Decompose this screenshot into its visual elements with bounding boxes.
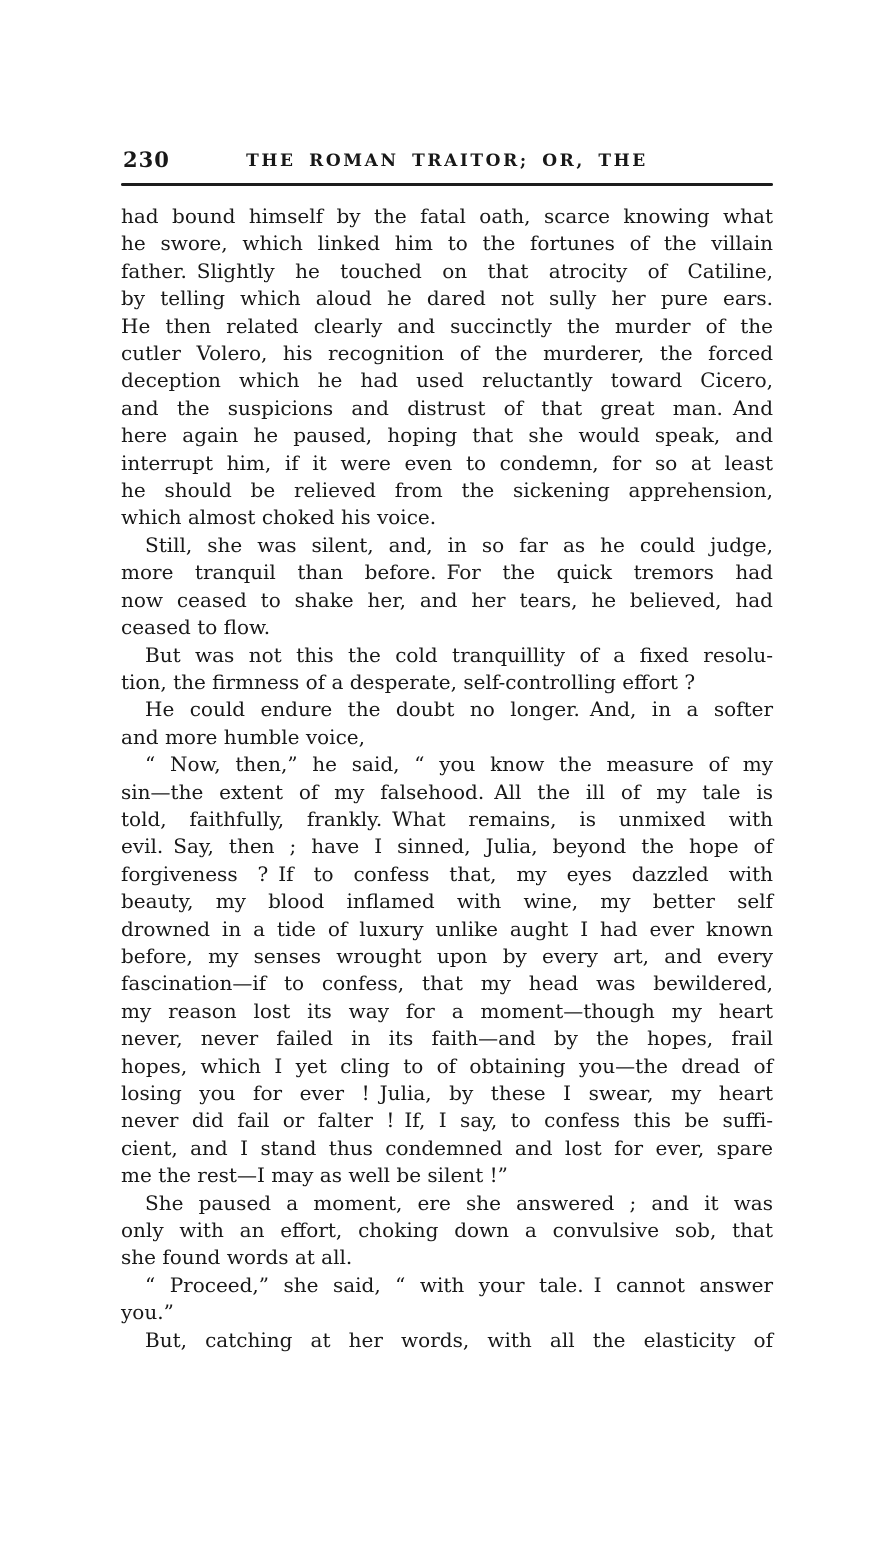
text-line: evil. Say, then ; have I sinned, Julia, beyond the hope of [121, 834, 773, 859]
text-line: me the rest—I may as well be silent !” [121, 1163, 508, 1188]
text-line: and more humble voice, [121, 724, 365, 749]
text-line: “ Proceed,” she said, “ with your tale. I cannot answer [145, 1272, 773, 1297]
text-line: interrupt him, if it were even to condemn, for so at least [121, 450, 773, 475]
text-line: deception which he had used reluctantly toward Cicero, [121, 368, 773, 393]
text-line: had bound himself by the fatal oath, scarce knowing what [121, 204, 773, 228]
text-line: But, catching at her words, with all the elasticity of [145, 1327, 773, 1352]
text-line: forgiveness ? If to confess that, my eyes dazzled with [121, 861, 773, 886]
paragraph [121, 1272, 773, 1327]
page-body [121, 203, 773, 1354]
text-line: by telling which aloud he dared not sully her pure ears. [121, 286, 773, 311]
text-line: But was not this the cold tranquillity of a fixed resolu- [145, 642, 773, 667]
text-line: losing you for ever ! Julia, by these I swear, my heart [121, 1081, 773, 1105]
text-line: “ Now, then,” he said, “ you know the measure of my [145, 752, 773, 777]
text-line: beauty, my blood inflamed with wine, my better self [121, 889, 773, 914]
text-line: ceased to flow. [121, 615, 271, 640]
text-line: never, never failed in its faith—and by the hopes, frail [121, 1026, 773, 1051]
page-header [121, 147, 773, 177]
text-line: never did fail or falter ! If, I say, to confess this be suffi- [121, 1108, 773, 1133]
paragraph [121, 1190, 773, 1272]
paragraph [121, 696, 773, 751]
text-line: he swore, which linked him to the fortunes of the villain [121, 231, 773, 256]
text-line: she found words at all. [121, 1245, 353, 1270]
text-line: more tranquil than before. For the quick tremors had [121, 560, 773, 585]
text-line: He then related clearly and succinctly the murder of the [121, 313, 773, 338]
text-line: my reason lost its way for a moment—though my heart [121, 998, 773, 1023]
paragraph [121, 1327, 773, 1354]
text-line: you.” [121, 1300, 174, 1325]
text-line: cient, and I stand thus condemned and lost for ever, spare [121, 1135, 773, 1160]
text-line: now ceased to shake her, and her tears, he believed, had [121, 587, 773, 612]
running-title: THE ROMAN TRAITOR; OR, THE [246, 151, 648, 171]
text-line: sin—the extent of my falsehood. All the ill of my tale is [121, 779, 773, 804]
text-line: fascination—if to confess, that my head was bewildered, [121, 971, 773, 996]
text-line: here again he paused, hoping that she would speak, and [121, 423, 773, 448]
paragraph [121, 203, 773, 532]
text-line: only with an effort, choking down a convulsive sob, that [121, 1218, 773, 1243]
text-line: drowned in a tide of luxury unlike aught I had ever known [121, 916, 773, 941]
header-rule [121, 183, 773, 186]
text-column [121, 147, 773, 1354]
text-line: told, faithfully, frankly. What remains, is unmixed with [121, 806, 773, 831]
paragraph [121, 642, 773, 697]
text-line: tion, the firmness of a desperate, self-controlling effort ? [121, 669, 696, 694]
text-line: hopes, which I yet cling to of obtaining you—the dread of [121, 1053, 773, 1078]
text-line: and the suspicions and distrust of that great man. And [121, 395, 773, 420]
text-line: Still, she was silent, and, in so far as he could judge, [145, 532, 773, 557]
text-line: cutler Volero, his recognition of the murderer, the forced [121, 341, 773, 366]
text-line: She paused a moment, ere she answered ; and it was [145, 1190, 773, 1215]
text-line: before, my senses wrought upon by every art, and every [121, 943, 773, 968]
text-line: He could endure the doubt no longer. And, in a softer [145, 697, 773, 722]
paragraph [121, 532, 773, 642]
page-number: 230 [123, 147, 170, 172]
paragraph [121, 751, 773, 1190]
text-line: father. Slightly he touched on that atrocity of Catiline, [121, 258, 773, 283]
text-line: which almost choked his voice. [121, 505, 437, 530]
text-line: he should be relieved from the sickening apprehension, [121, 478, 773, 503]
